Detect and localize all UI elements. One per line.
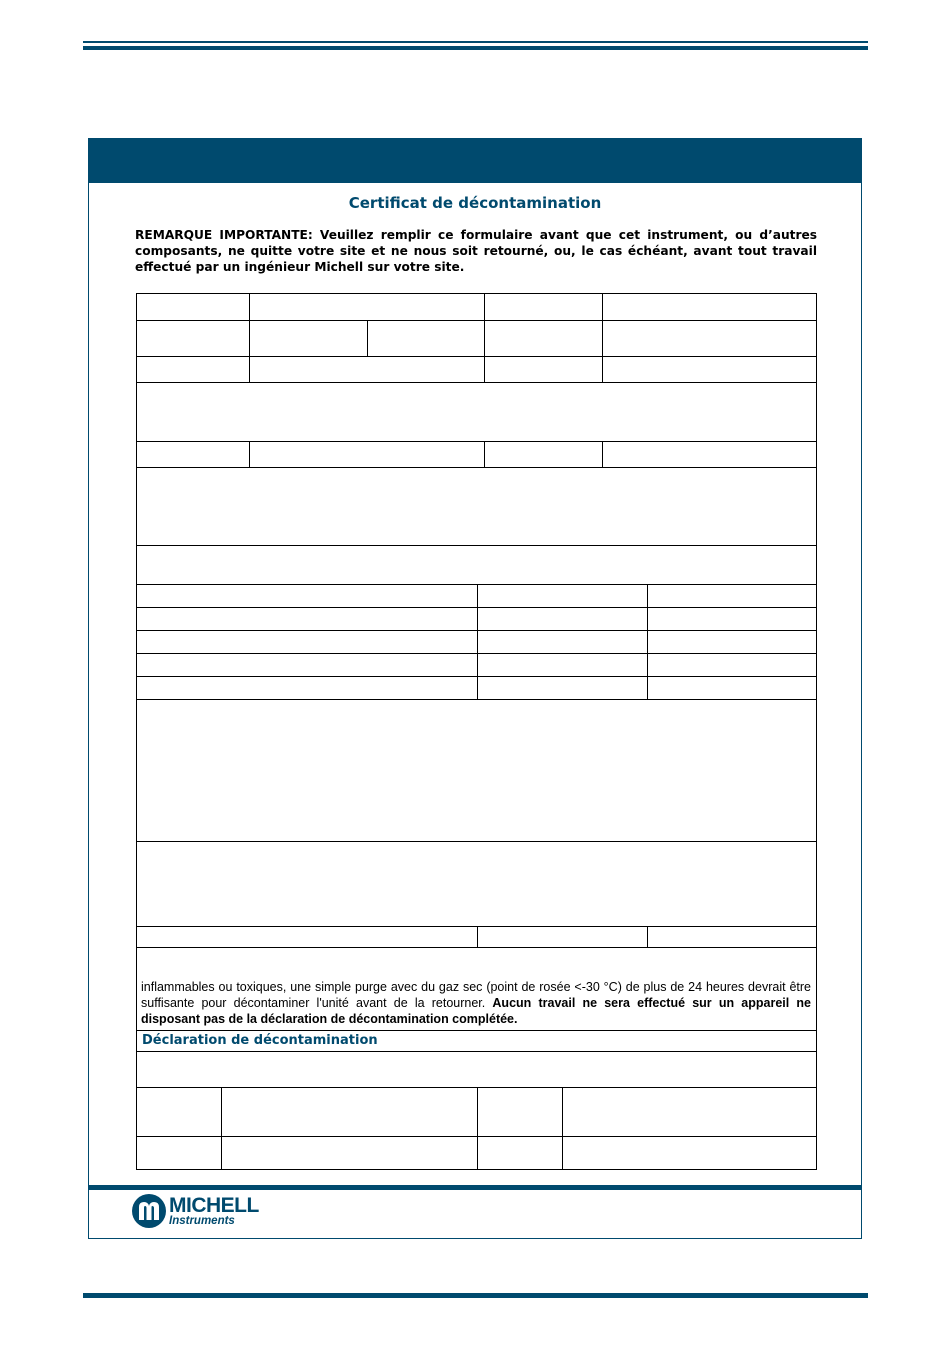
form-cell[interactable] (136, 320, 250, 357)
form-cell[interactable] (477, 926, 648, 948)
form-cell-wide[interactable] (136, 382, 817, 442)
form-cell[interactable] (221, 1136, 478, 1170)
important-note: REMARQUE IMPORTANTE: Veuillez remplir ce formulaire avant que cet instrument, ou d’autres composants, ne quitte votre site et ne nous soit retourné, ou, le cas échéant, avant tout travail effectué par un ingénieur Michell sur votre site. (135, 228, 817, 274)
form-cell[interactable] (477, 607, 648, 631)
form-cell[interactable] (647, 607, 817, 631)
form-cell[interactable] (136, 676, 478, 700)
certificate-frame (88, 138, 862, 1239)
form-cell[interactable] (562, 1087, 817, 1137)
top-rule-thin (83, 41, 868, 43)
form-cell[interactable] (249, 356, 485, 383)
michell-logo (131, 1193, 281, 1229)
form-cell[interactable] (136, 653, 478, 677)
form-cell[interactable] (602, 441, 817, 468)
form-cell[interactable] (562, 1136, 817, 1170)
form-cell[interactable] (136, 607, 478, 631)
form-cell[interactable] (136, 356, 250, 383)
form-cell[interactable] (484, 441, 603, 468)
form-cell[interactable] (602, 293, 817, 321)
form-cell[interactable] (136, 441, 250, 468)
form-cell[interactable] (249, 441, 485, 468)
form-cell[interactable] (477, 676, 648, 700)
form-cell[interactable] (221, 1087, 478, 1137)
form-cell[interactable] (484, 320, 603, 357)
purge-info-text (136, 948, 816, 1031)
form-cell[interactable] (477, 653, 648, 677)
form-cell[interactable] (477, 1087, 563, 1137)
logo-subtitle: Instruments (169, 1215, 235, 1227)
certificate-title: Certificat de décontamination (348, 194, 602, 212)
form-cell[interactable] (136, 1136, 222, 1170)
michell-m-icon (131, 1193, 167, 1229)
purge-text-bold: Aucun travail ne sera effectué sur un appareil ne disposant pas de la déclaration de décontamination complétée. (141, 996, 811, 1026)
form-cell[interactable] (136, 630, 478, 654)
form-cell[interactable] (602, 320, 817, 357)
form-cell[interactable] (647, 676, 817, 700)
logo-name: MICHELL (169, 1194, 259, 1217)
form-cell[interactable] (484, 293, 603, 321)
form-cell-wide[interactable] (136, 699, 817, 842)
form-cell-wide[interactable] (136, 467, 817, 546)
form-cell[interactable] (367, 320, 485, 357)
form-cell[interactable] (477, 1136, 563, 1170)
form-cell[interactable] (647, 653, 817, 677)
form-cell-wide[interactable] (136, 841, 817, 927)
form-cell[interactable] (647, 926, 817, 948)
footer-rule (89, 1185, 861, 1190)
form-cell[interactable] (249, 293, 485, 321)
top-rule-thick (83, 46, 868, 50)
form-cell[interactable] (477, 584, 648, 608)
declaration-heading: Déclaration de décontamination (142, 1033, 378, 1048)
form-cell[interactable] (647, 630, 817, 654)
form-cell[interactable] (647, 584, 817, 608)
form-cell[interactable] (477, 630, 648, 654)
frame-header-bar (89, 139, 861, 183)
form-cell[interactable] (484, 356, 603, 383)
form-cell[interactable] (136, 584, 478, 608)
form-cell[interactable] (136, 926, 478, 948)
form-cell[interactable] (602, 356, 817, 383)
form-cell-wide[interactable] (136, 545, 817, 585)
form-cell[interactable] (136, 293, 250, 321)
bottom-rule (83, 1293, 868, 1298)
form-cell[interactable] (249, 320, 368, 357)
form-cell[interactable] (136, 1087, 222, 1137)
purge-text-normal: inflammables ou toxiques, une simple purge avec du gaz sec (point de rosée <-30 °C) de plus de 24 heures devrait être suffisante pour décontaminer l'unité avant de la retourner. (141, 980, 811, 1010)
form-cell-wide[interactable] (136, 1051, 817, 1088)
